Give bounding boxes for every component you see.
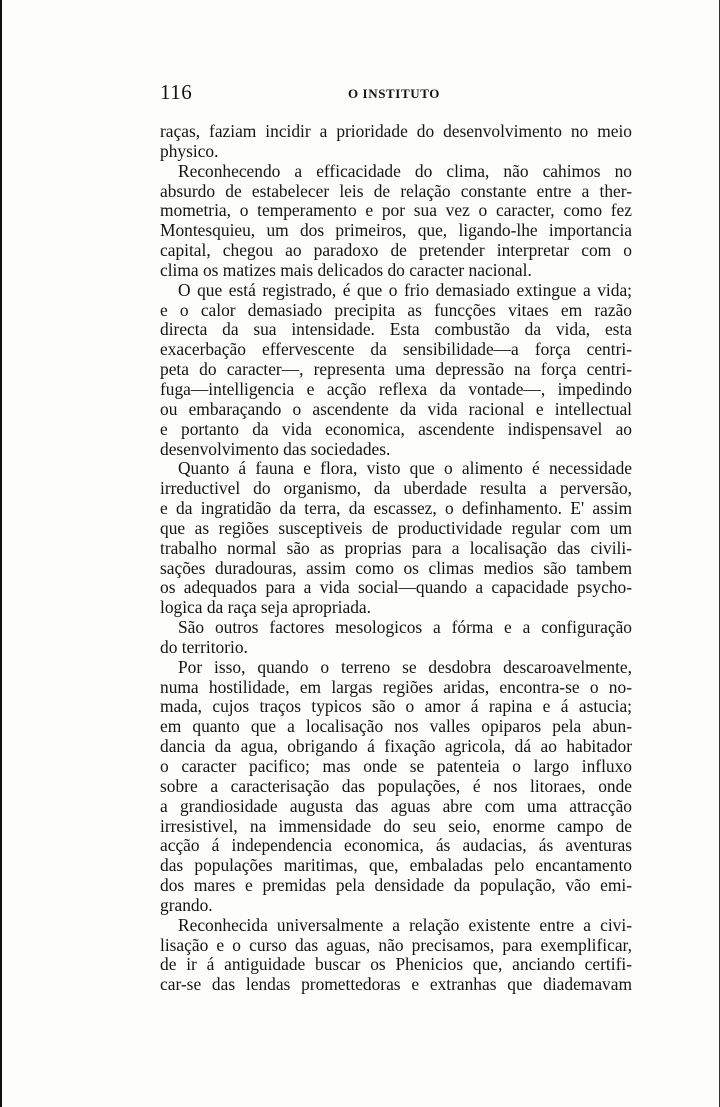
text-line: o caracter pacifico; mas onde se patenteia o largo influxo bbox=[160, 757, 632, 776]
text-line: physico. bbox=[160, 141, 219, 161]
text-line: irresistivel, na immensidade do seu seio, enorme campo de bbox=[160, 816, 632, 836]
text-line: mometria, o temperamento e por sua vez o caracter, como fez bbox=[160, 201, 632, 221]
text-line: Quanto á fauna e flora, visto que o alimento é necessidade bbox=[178, 459, 632, 479]
text-line: desenvolvimento das sociedades. bbox=[160, 439, 391, 459]
text-line: sobre a caracterisação das populações, é nos litoraes, onde bbox=[160, 776, 632, 796]
text-line: absurdo de estabelecer leis de relação constante entre a ther- bbox=[160, 181, 632, 201]
text-line: trabalho normal são as proprias para a localisação das civili- bbox=[160, 538, 632, 558]
running-title: O INSTITUTO bbox=[348, 86, 440, 101]
text-line: e o calor demasiado precipita as funcções vitaes em razão bbox=[160, 300, 632, 320]
text-line: a grandiosidade augusta das aguas abre com uma attracção bbox=[160, 796, 632, 816]
text-line: e portanto da vida economica, ascendente indispensavel ao bbox=[160, 419, 632, 439]
text-line: peta do caracter—, representa uma depressão na força centri- bbox=[160, 360, 632, 380]
text-line: de ir á antiguidade buscar os Phenicios que, anciando certifi- bbox=[160, 955, 632, 975]
text-line: directa da sua intensidade. Esta combustão da vida, esta bbox=[160, 320, 632, 340]
text-line: clima os matizes mais delicados do caracter nacional. bbox=[160, 260, 532, 280]
text-line: do territorio. bbox=[160, 637, 248, 657]
text-line: e da ingratidão da terra, da escassez, o definhamento. E' assim bbox=[160, 499, 632, 519]
text-line: fuga—intelligencia e acção reflexa da vontade—, impedindo bbox=[160, 379, 632, 399]
text-line: car-se das lendas promettedoras e extranhas que diademavam bbox=[160, 975, 632, 995]
text-line: que as regiões susceptiveis de productividade regular com um bbox=[160, 518, 632, 538]
page-number: 116 bbox=[160, 80, 193, 104]
text-line: raças, faziam incidir a prioridade do desenvolvimento no meio bbox=[160, 122, 632, 141]
text-line: irreductivel do organismo, da uberdade resulta a perversão, bbox=[160, 479, 632, 499]
text-line: Reconhecida universalmente a relação existente entre a civi- bbox=[178, 915, 632, 935]
text-line: dos mares e premidas pela densidade da população, vão emi- bbox=[160, 876, 632, 896]
text-line: os adequados para a vida social—quando a capacidade psycho- bbox=[160, 578, 632, 598]
text-line: Por isso, quando o terreno se desdobra descaroavelmente, bbox=[178, 657, 632, 677]
text-line: mada, cujos traços typicos são o amor á rapina e á astucia; bbox=[160, 697, 632, 717]
text-line: São outros factores mesologicos a fórma e a configuração bbox=[178, 618, 632, 638]
text-line: numa hostilidade, em largas regiões aridas, encontra-se o no- bbox=[160, 677, 632, 697]
text-line: logica da raça seja apropriada. bbox=[160, 598, 371, 618]
text-line: grando. bbox=[160, 895, 213, 915]
text-line: Montesquieu, um dos primeiros, que, ligando-lhe importancia bbox=[160, 221, 632, 241]
body-text bbox=[160, 122, 632, 995]
text-line: das populações maritimas, que, embaladas pelo encantamento bbox=[160, 856, 632, 876]
text-line: acção á independencia economica, ás audacias, ás aventuras bbox=[160, 836, 632, 856]
text-line: lisação e o curso das aguas, não precisamos, para exemplificar, bbox=[160, 935, 632, 955]
text-line: Reconhecendo a efficacidade do clima, não cahimos no bbox=[178, 161, 632, 181]
text-line: ou embaraçando o ascendente da vida racional e intellectual bbox=[160, 399, 632, 419]
text-line: exacerbação effervescente da sensibilidade—a força centri- bbox=[160, 340, 632, 360]
text-line: dancia da agua, obrigando á fixação agricola, dá ao habitador bbox=[160, 737, 632, 757]
page-header bbox=[160, 80, 632, 110]
text-line: em quanto que a localisação nos valles opiparos pela abun- bbox=[160, 717, 632, 737]
text-line: O que está registrado, é que o frio demasiado extingue a vida; bbox=[178, 280, 632, 300]
text-line: sações duradouras, assim como os climas medios são tambem bbox=[160, 558, 632, 578]
text-line: capital, chegou ao paradoxo de pretender interpretar com o bbox=[160, 241, 632, 261]
